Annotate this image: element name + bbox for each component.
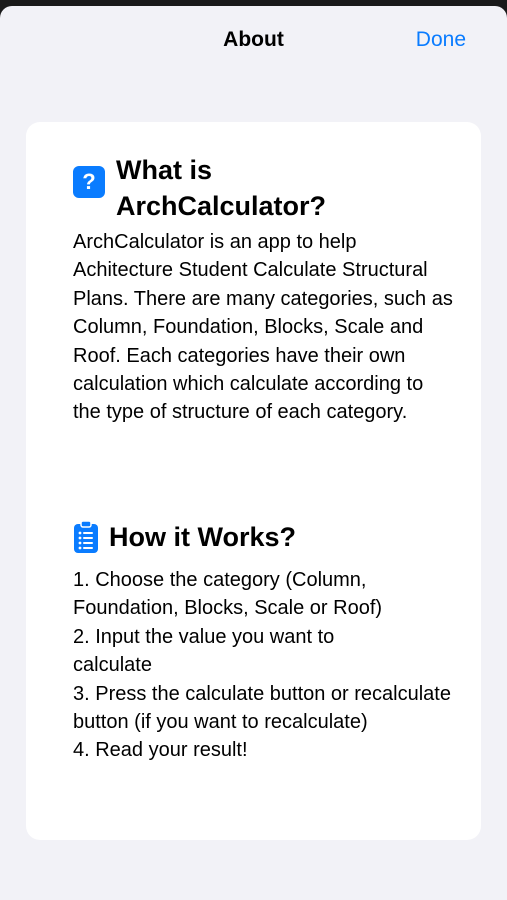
done-button[interactable]: Done <box>415 28 466 51</box>
step-item: 1. Choose the category (Column, Foundation, Blocks, Scale or Roof) <box>73 569 383 620</box>
section-what-is-header <box>73 152 376 224</box>
section-how-it-works-header <box>73 520 296 554</box>
nav-bar <box>0 6 507 76</box>
step-item: 2. Input the value you want to calculate <box>73 625 335 677</box>
clipboard-list-icon <box>73 520 99 554</box>
section-what-is-body: ArchCalculator is an app to help Achitecture Student Calculate Structural Plans. There are many categories, such as Column, Foundation, Blocks, Scale and Roof. Each categories have their own calculation which calculate according to the type of structure of each category. <box>73 231 453 424</box>
section-how-it-works-title: How it Works? <box>109 522 297 552</box>
step-item: 4. Read your result! <box>73 739 248 762</box>
nav-title: About <box>223 28 284 51</box>
section-what-is-title: What is ArchCalculator? <box>116 155 327 221</box>
question-icon: ? <box>73 166 105 198</box>
about-card <box>26 122 481 840</box>
steps-list <box>73 566 453 765</box>
step-item: 3. Press the calculate button or recalculate button (if you want to recalculate) <box>73 682 451 734</box>
about-sheet <box>0 6 507 900</box>
